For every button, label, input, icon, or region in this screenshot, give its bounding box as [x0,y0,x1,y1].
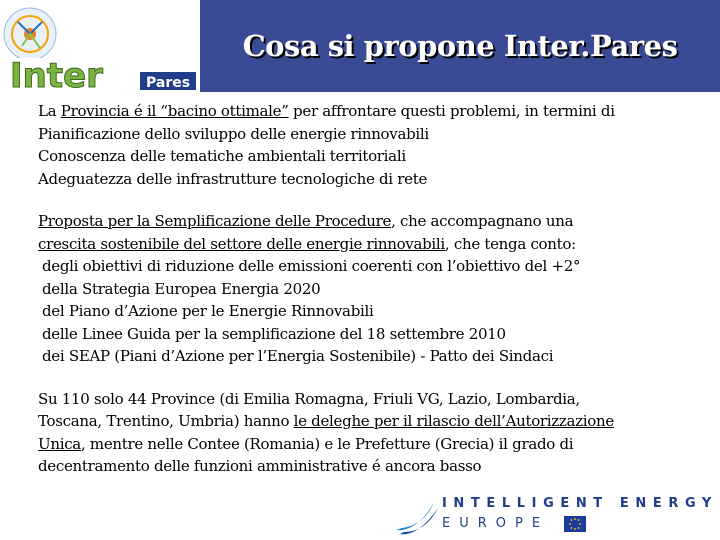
p2-line-2-underlined: crescita sostenibile del settore delle energie rinnovabili [38,234,445,253]
p3-line-3-post: , mentre nelle Contee (Romania) e le Prefetture (Grecia) il grado di [80,434,574,453]
p3-line-3 [38,433,698,456]
p3-line-1: Su 110 solo 44 Province (di Emilia Romagna, Friuli VG, Lazio, Lombardia, [38,389,580,408]
p2-item-1: degli obiettivi di riduzione delle emissioni coerenti con l’obiettivo del +2° [42,257,581,275]
p2-line-1 [38,210,698,233]
logo-inter-text: Inter [10,56,103,92]
p1-line-4: Adeguatezza delle infrastrutture tecnologiche di rete [38,169,428,188]
p1-line-3: Conoscenza delle tematiche ambientali territoriali [38,147,406,165]
title-bar [200,0,720,92]
paragraph-1 [38,100,698,190]
swoosh-icon [394,496,442,536]
p1-line-1-post: per affrontare questi problemi, in termini di [288,102,615,120]
p2-item-3: del Piano d’Azione per le Energie Rinnovabili [42,302,374,320]
p2-line-2 [38,233,698,256]
p1-line-1 [38,100,698,123]
p3-line-2-underlined: le deleghe per il rilascio dell’Autorizzazione [293,412,614,430]
p1-line-1-underlined: Provincia é il “bacino ottimale” [60,102,289,120]
paragraph-3 [38,388,698,478]
p3-line-2-pre: Toscana, Trentino, Umbria) hanno [38,412,294,430]
p2-item-4: delle Linee Guida per la semplificazione del 18 settembre 2010 [42,324,506,343]
p3-line-3-underlined: Unica [38,434,81,453]
interpares-logo [0,0,200,92]
logo-pares-text: Pares [146,75,191,91]
p1-line-1-pre: La [38,102,61,120]
p2-line-2-post: , che tenga conto: [444,234,576,253]
p1-line-2: Pianificazione dello sviluppo delle energie rinnovabili [38,124,429,143]
slide-content [38,100,698,478]
p2-line-1-underlined: Proposta per la Semplificazione delle Procedure [38,212,392,230]
ie-line-2: EUROPE [442,516,550,531]
p2-item-5: dei SEAP (Piani d’Azione per l’Energia Sostenibile) - Patto dei Sindaci [42,347,554,365]
intelligent-energy-europe-logo [390,492,720,540]
page-title: Cosa si propone Inter.Pares [242,29,678,63]
p2-line-1-post: , che accompagnano una [391,212,574,230]
p3-line-2 [38,410,698,433]
paragraph-2 [38,210,698,368]
ie-line-1: INTELLIGENT ENERGY [442,496,718,511]
p2-item-2: della Strategia Europea Energia 2020 [42,279,321,298]
logo-graphic [0,0,200,92]
p3-line-4: decentramento delle funzioni amministrative é ancora basso [38,457,482,475]
eu-flag-icon [564,516,586,532]
